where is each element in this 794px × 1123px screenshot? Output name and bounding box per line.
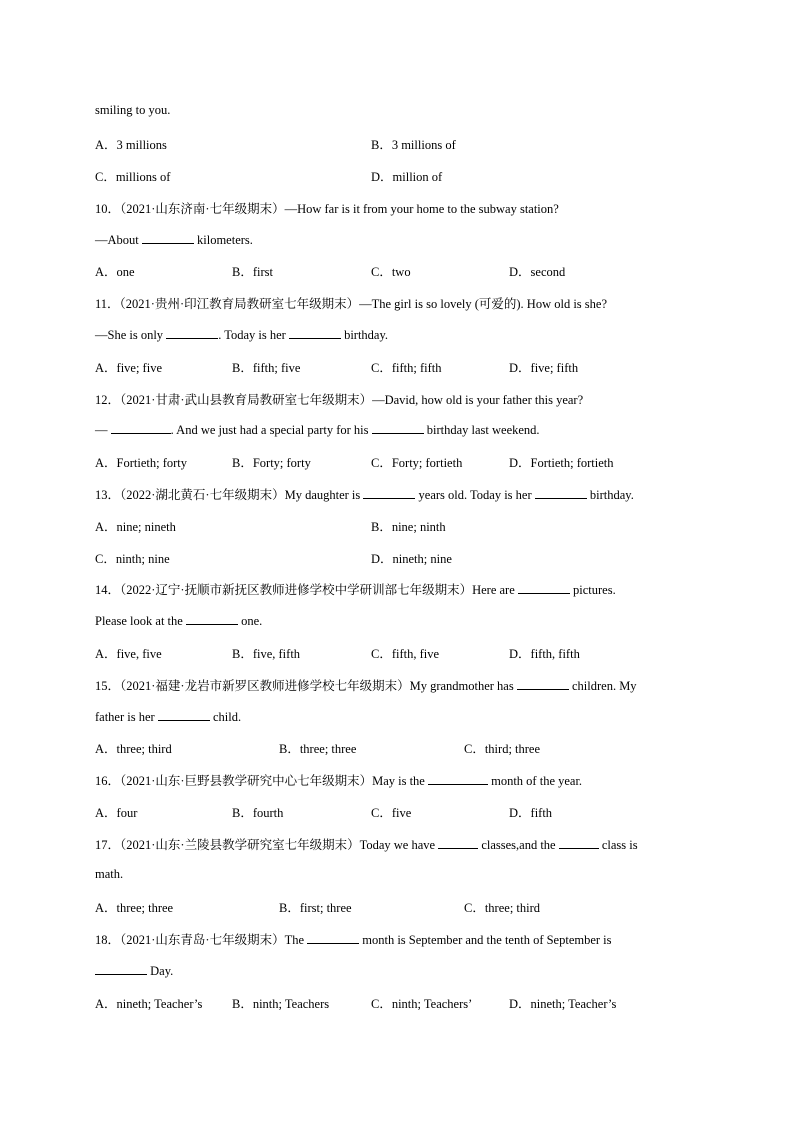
question-18-stem: 18．（2021·山东青岛·七年级期末）The month is September and the tenth of September is [95,933,612,947]
question-17-stem: 17．（2021·山东·兰陵县教学研究室七年级期末）Today we have classes,and the class is [95,838,638,852]
q9-option-a: A．3 millions [95,138,167,152]
answer-blank [166,326,218,339]
question-15-stem: 15．（2021·福建·龙岩市新罗区教师进修学校七年级期末）My grandmother has children. My [95,679,637,693]
q14-option-b: B．five, fifth [232,647,301,661]
q16-option-d: D．fifth [509,806,553,820]
question-17-stem-cont: math. [95,867,124,881]
q15-option-c: C．third; three [464,742,541,756]
q18-option-a: A．nineth; Teacher’s [95,997,203,1011]
q13-option-b: B．nine; ninth [371,520,446,534]
question-18-stem-cont: Day. [95,962,173,979]
answer-blank [186,612,238,625]
q16-option-b: B．fourth [232,806,284,820]
q12-option-d: D．Fortieth; fortieth [509,456,614,470]
question-9-continuation: smiling to you. [95,103,171,117]
answer-blank [517,677,569,690]
answer-blank [535,486,587,499]
question-13-stem: 13．（2022·湖北黄石·七年级期末）My daughter is years old. Today is her birthday. [95,488,634,502]
answer-blank [142,231,194,244]
q17-option-a: A．three; three [95,901,174,915]
answer-blank [307,931,359,944]
q12-option-c: C．Forty; fortieth [371,456,463,470]
q16-option-c: C．five [371,806,412,820]
q10-option-c: C．two [371,265,411,279]
answer-blank [363,486,415,499]
answer-blank [559,836,599,849]
q9-option-c: C．millions of [95,170,171,184]
q9-option-d: D．million of [371,170,443,184]
question-12-response: — . And we just had a special party for his birthday last weekend. [95,423,540,437]
question-14-stem: 14．（2022·辽宁·抚顺市新抚区教师进修学校中学研训部七年级期末）Here are pictures. [95,583,616,597]
q13-option-d: D．nineth; nine [371,552,452,566]
answer-blank [95,962,147,975]
q15-option-a: A．three; third [95,742,172,756]
answer-blank [158,708,210,721]
question-15-stem-cont: father is her child. [95,710,242,724]
answer-blank [438,836,478,849]
question-10-stem: 10．（2021·山东济南·七年级期末）—How far is it from your home to the subway station? [95,202,559,216]
q10-option-d: D．second [509,265,566,279]
q15-option-b: B．three; three [279,742,357,756]
question-16-stem: 16．（2021·山东·巨野县教学研究中心七年级期末）May is the month of the year. [95,774,583,788]
q14-option-c: C．fifth, five [371,647,440,661]
q10-option-b: B．first [232,265,273,279]
q11-option-c: C．fifth; fifth [371,361,442,375]
q14-option-a: A．five, five [95,647,162,661]
answer-blank [428,772,488,785]
question-10-response: —About kilometers. [95,233,253,247]
q11-option-a: A．five; five [95,361,162,375]
q13-option-a: A．nine; nineth [95,520,176,534]
q18-option-c: C．ninth; Teachers’ [371,997,473,1011]
q11-option-d: D．five; fifth [509,361,579,375]
q12-option-b: B．Forty; forty [232,456,311,470]
q16-option-a: A．four [95,806,138,820]
question-11-response: —She is only . Today is her birthday. [95,328,389,342]
answer-blank [111,421,171,434]
question-14-stem-cont: Please look at the one. [95,614,263,628]
q14-option-d: D．fifth, fifth [509,647,580,661]
q17-option-c: C．three; third [464,901,541,915]
q18-option-b: B．ninth; Teachers [232,997,330,1011]
q13-option-c: C．ninth; nine [95,552,170,566]
question-12-stem: 12．（2021·甘肃·武山县教育局教研室七年级期末）—David, how old is your father this year? [95,393,584,407]
answer-blank [518,581,570,594]
answer-blank [372,421,424,434]
q18-option-d: D．nineth; Teacher’s [509,997,617,1011]
q9-option-b: B．3 millions of [371,138,456,152]
answer-blank [289,326,341,339]
q12-option-a: A．Fortieth; forty [95,456,188,470]
question-11-stem: 11．（2021·贵州·印江教育局教研室七年级期末）—The girl is so lovely (可爱的). How old is she? [95,297,608,311]
q11-option-b: B．fifth; five [232,361,301,375]
q10-option-a: A．one [95,265,135,279]
q17-option-b: B．first; three [279,901,352,915]
